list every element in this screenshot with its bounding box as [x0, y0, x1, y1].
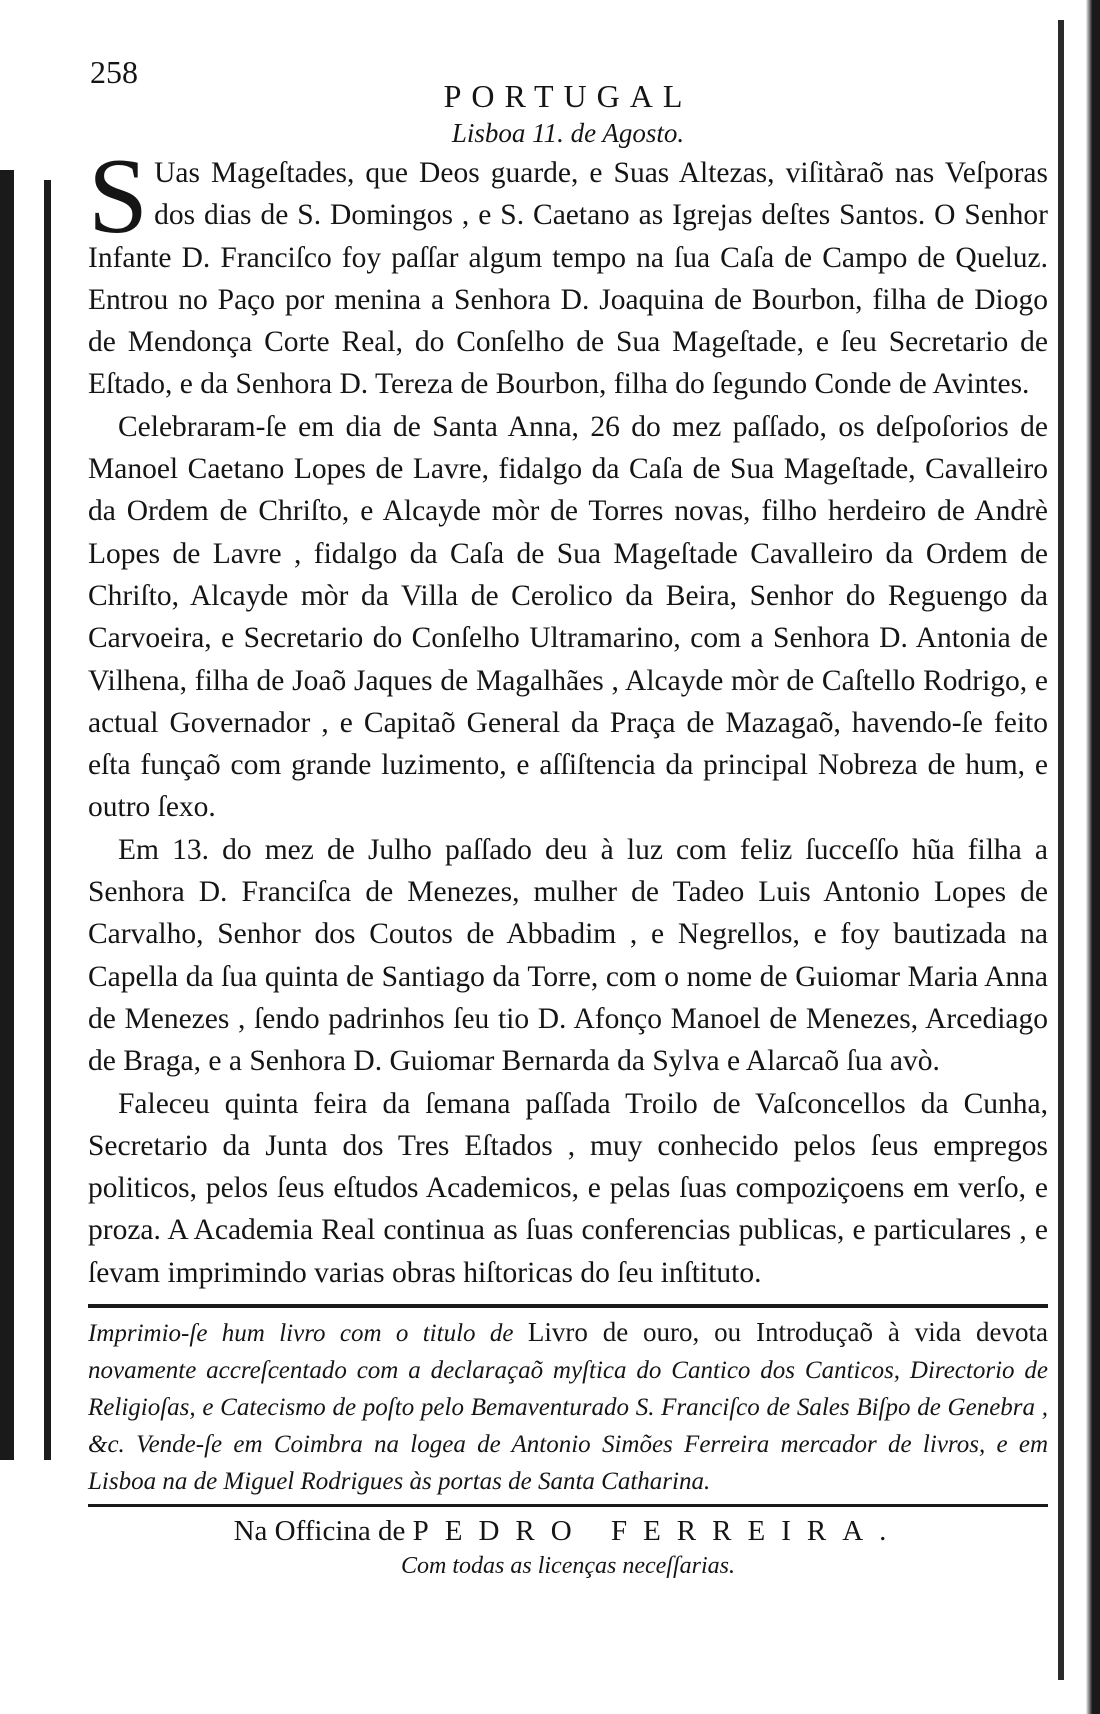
- paragraph-text: Uas Mageſtades, que Deos guarde, e Suas Altezas, viſitàraõ nas Veſporas dos dias de S. Domingos , e S. Caetano as Igrejas deſtes Santos. O Senhor Infante D. Franciſco foy paſſar algum tempo na ſua Caſa de Campo de Queluz. Entrou no Paço por menina a Senhora D. Joaquina de Bourbon, filha de Diogo de Mendonça Corte Real, do Conſelho de Sua Mageſtade, e ſeu Secretario de Eſtado, e da Senhora D. Tereza de Bourbon, filha do ſegundo Conde de Avintes.: [88, 157, 1048, 401]
- scan-border-left: [44, 180, 51, 1460]
- scan-shadow-left: [0, 170, 14, 1460]
- section-divider: [88, 1304, 1048, 1308]
- section-heading: PORTUGAL: [443, 78, 693, 114]
- notice-text: Imprimio-ſe hum livro com o titulo de: [88, 1320, 514, 1348]
- scan-shadow-right: [1086, 0, 1100, 1714]
- news-body: [88, 137, 1048, 1294]
- news-paragraph: [88, 137, 1048, 406]
- imprint-prefix: Na Officina de: [233, 1515, 406, 1548]
- paragraph-text: Em 13. do mez de Julho paſſado deu à luz com feliz ſucceſſo hũa filha a Senhora D. Franciſca de Menezes, mulher de Tadeo Luis Antonio Lopes de Carvalho, Senhor dos Coutos de Abbadim , e Negrellos, e foy bautizada na Capella da ſua quinta de Santiago da Torre, com o nome de Guiomar Maria Anna de Menezes , ſendo padrinhos ſeu tio D. Afonço Manoel de Menezes, Arcediago de Braga, e a Senhora D. Guiomar Bernarda da Sylva e Alarcaõ ſua avò.: [88, 833, 1048, 1078]
- licenses-line: Com todas as licenças neceſſarias.: [401, 1553, 735, 1580]
- drop-cap: S: [88, 137, 149, 256]
- notice-text: poſto pelo Bemaventurado S. Franciſco de Sales Biſpo de Genebra , &c. Vende-ſe em Coimbra na logea de Antonio Simões Ferreira mercador de livros, e em Lisboa na de Miguel Rodrigues às portas de Santa Catharina.: [88, 1394, 1048, 1496]
- scan-border-right: [1058, 20, 1064, 1680]
- section-divider: [88, 1504, 1048, 1507]
- paragraph-text: Celebraram-ſe em dia de Santa Anna, 26 do mez paſſado, os deſpoſorios de Manoel Caetano Lopes de Lavre, fidalgo da Caſa de Sua Mageſtade, Cavalleiro da Ordem de Chriſto, e Alcayde mòr de Torres novas, filho herdeiro de Andrè Lopes de Lavre , fidalgo da Caſa de Sua Mageſtade Cavalleiro da Ordem de Chriſto, Alcayde mòr da Villa de Cerolico da Beira, Senhor do Reguengo da Carvoeira, e Secretario do Conſelho Ultramarino, com a Senhora D. Antonia de Vilhena, filha de Joaõ Jaques de Magalhães , Alcayde mòr de Caſtello Rodrigo, e actual Governador , e Capitaõ General da Praça de Mazagaõ, havendo-ſe feito eſta funçaõ com grande luzimento, e aſſiſtencia da principal Nobreza de hum, e outro ſexo.: [88, 410, 1048, 824]
- news-paragraph: [88, 829, 1048, 1083]
- news-paragraph: [88, 406, 1048, 829]
- book-title: Livro de ouro, ou Introduçaõ à vida devota: [527, 1317, 1049, 1348]
- gazette-page: [88, 40, 1048, 1581]
- page-number: 258: [90, 54, 138, 90]
- paragraph-text: Faleceu quinta feira da ſemana paſſada Troilo de Vaſconcellos da Cunha, Secretario da Junta dos Tres Eſtados , muy conhecido pelos ſeus empregos politicos, pelos ſeus eſtudos Academicos, e pelas ſuas compoziçoens em verſo, e proza. A Academia Real continua as ſuas conferencias publicas, e particulares , e ſevam imprimindo varias obras hiſtoricas do ſeu inſtituto.: [88, 1087, 1048, 1289]
- dateline: Lisboa 11. de Agosto.: [451, 118, 685, 148]
- news-paragraph: [88, 1083, 1048, 1294]
- notice-text: novamente accreſcentado com a declaraçaõ myſtica do Cantico dos Canticos, Directorio de Religioſas, e Catecismo de: [88, 1357, 1048, 1422]
- book-notice: [88, 1314, 1048, 1500]
- imprint-line: [88, 1511, 1048, 1551]
- printer-name: PEDRO FERREIRA.: [412, 1515, 903, 1548]
